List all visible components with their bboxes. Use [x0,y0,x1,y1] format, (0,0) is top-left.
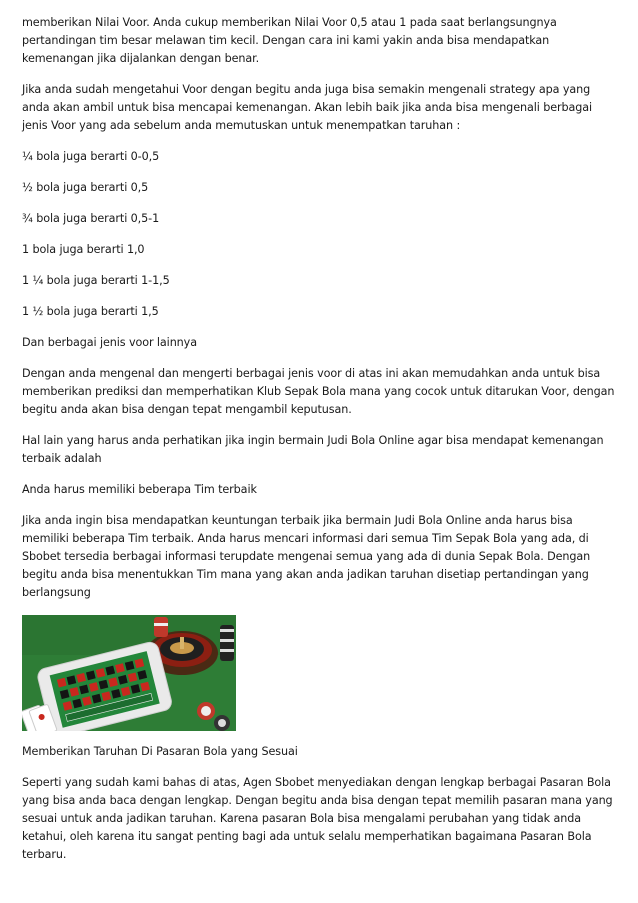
paragraph-voor-value: memberikan Nilai Voor. Anda cukup memberikan Nilai Voor 0,5 atau 1 pada saat berlangsungnya pertandingan tim besar melawan tim kecil. Dengan cara ini kami yakin anda bisa mendapatkan kemenangan jika dijalankan dengan benar. [22,16,557,65]
paragraph-voor-strategy: Jika anda sudah mengetahui Voor dengan begitu anda juga bisa semakin mengenali strategy apa yang anda akan ambil untuk bisa mencapai kemenangan. Akan lebih baik jika anda bisa mengenali berbagai jenis Voor yang ada sebelum anda memutuskan untuk menempatkan taruhan : [22,83,592,132]
voor-item-others: Dan berbagai jenis voor lainnya [22,336,197,349]
paragraph-best-teams: Jika anda ingin bisa mendapatkan keuntungan terbaik jika bermain Judi Bola Online anda harus bisa memiliki beberapa Tim terbaik. Anda harus mencari informasi dari semua Tim Sepak Bola yang ada, di Sbobet tersedia berbagai informasi terupdate mengenai semua yang ada di dunia Sepak Bola. Dengan begitu anda bisa menentukkan Tim mana yang akan anda jadikan taruhan disetiap pertandingan yang berlangsung [22,514,591,599]
voor-item-three-quarter: ¾ bola juga berarti 0,5-1 [22,212,160,225]
casino-illustration [22,615,236,731]
heading-best-teams: Anda harus memiliki beberapa Tim terbaik [22,483,257,496]
voor-item-one: 1 bola juga berarti 1,0 [22,243,145,256]
paragraph-other-tips: Hal lain yang harus anda perhatikan jika ingin bermain Judi Bola Online agar bisa mendapat kemenangan terbaik adalah [22,434,604,465]
voor-item-half: ½ bola juga berarti 0,5 [22,181,149,194]
voor-item-one-half: 1 ½ bola juga berarti 1,5 [22,305,159,318]
paragraph-voor-knowledge: Dengan anda mengenal dan mengerti berbagai jenis voor di atas ini akan memudahkan anda untuk bisa memberikan prediksi dan memperhatikan Klub Sepak Bola mana yang cocok untuk ditarukan Voor, dengan begitu anda akan bisa dengan tepat mengambil keputusan. [22,367,615,416]
paragraph-market-betting: Seperti yang sudah kami bahas di atas, Agen Sbobet menyediakan dengan lengkap berbagai Pasaran Bola yang bisa anda baca dengan lengkap. Dengan begitu anda bisa dengan tepat memilih pasaran mana yang sesuai untuk anda jadikan taruhan. Karena pasaran Bola bisa mengalami perubahan yang tidak anda ketahui, oleh karena itu sangat penting bagi ada untuk selalu memperhatikan bagaimana Pasaran Bola terbaru. [22,776,613,861]
voor-item-quarter: ¼ bola juga berarti 0-0,5 [22,150,160,163]
phone-roulette-casino-image [22,615,236,731]
voor-item-one-quarter: 1 ¼ bola juga berarti 1-1,5 [22,274,170,287]
heading-market-betting: Memberikan Taruhan Di Pasaran Bola yang Sesuai [22,745,298,758]
